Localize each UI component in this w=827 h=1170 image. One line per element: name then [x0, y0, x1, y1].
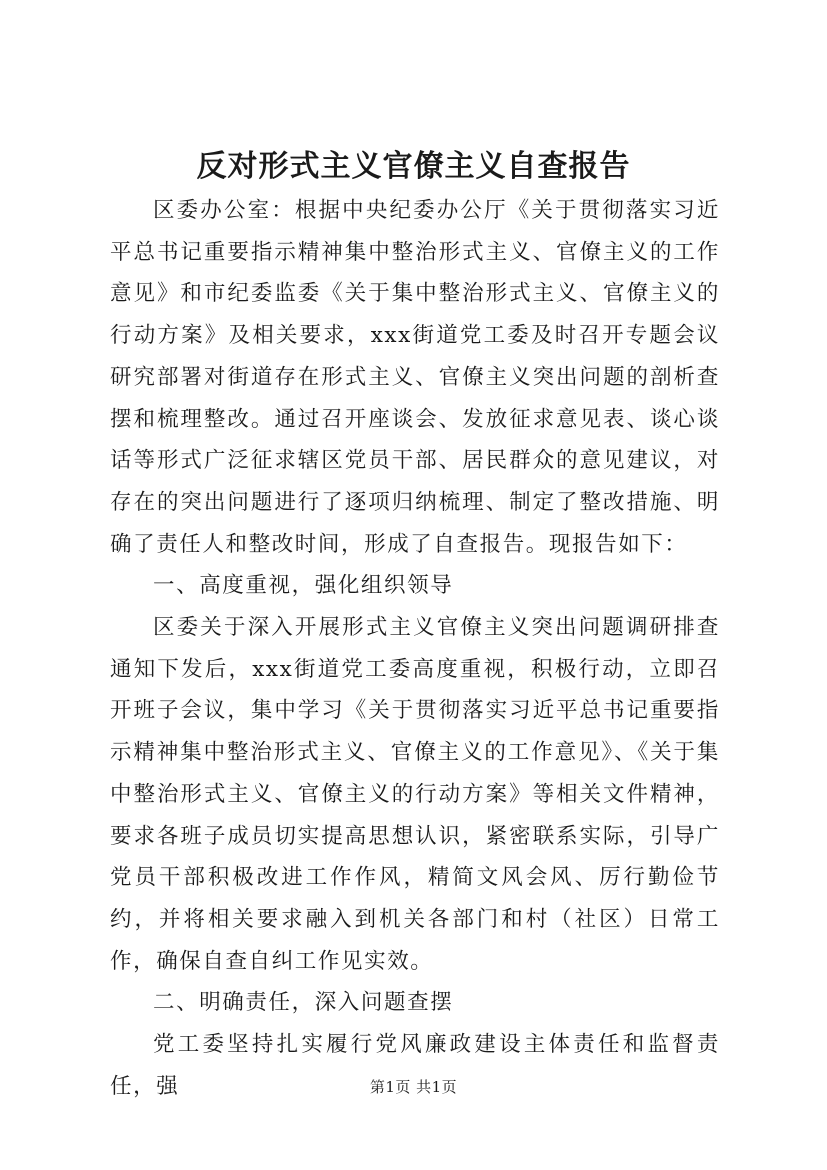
document-title: 反对形式主义官僚主义自查报告 — [196, 149, 631, 184]
section-heading-2: 二、明确责任，深入问题查摆 — [153, 990, 454, 1016]
document-body — [110, 190, 720, 1107]
page-footer: 第1页 共1页 — [369, 1078, 458, 1096]
section-heading-1: 一、高度重视，强化组织领导 — [153, 573, 454, 599]
section-2-paragraph: 党工委坚持扎实履行党风廉政建设主体责任和监督责任，强 — [110, 1032, 720, 1099]
section-1-paragraph: 区委关于深入开展形式主义官僚主义突出问题调研排查通知下发后，xxx街道党工委高度重视，积极行动，立即召开班子会议，集中学习《关于贯彻落实习近平总书记重要指示精神集中整治形式主义、官僚主义的工作意见》、《关于集中整治形式主义、官僚主义的行动方案》等相关文件精神，要求各班子成员切实提高思想认识，紧密联系实际，引导广党员干部积极改进工作作风，精简文风会风、厉行勤俭节约，并将相关要求融入到机关各部门和村（社区）日常工作，确保自查自纠工作见实效。 — [110, 615, 720, 974]
intro-paragraph: 区委办公室：根据中央纪委办公厅《关于贯彻落实习近平总书记重要指示精神集中整治形式主义、官僚主义的工作意见》和市纪委监委《关于集中整治形式主义、官僚主义的行动方案》及相关要求，xxx街道党工委及时召开专题会议研究部署对街道存在形式主义、官僚主义突出问题的剖析查摆和梳理整改。通过召开座谈会、发放征求意见表、谈心谈话等形式广泛征求辖区党员干部、居民群众的意见建议，对存在的突出问题进行了逐项归纳梳理、制定了整改措施、明确了责任人和整改时间，形成了自查报告。现报告如下： — [110, 198, 720, 557]
